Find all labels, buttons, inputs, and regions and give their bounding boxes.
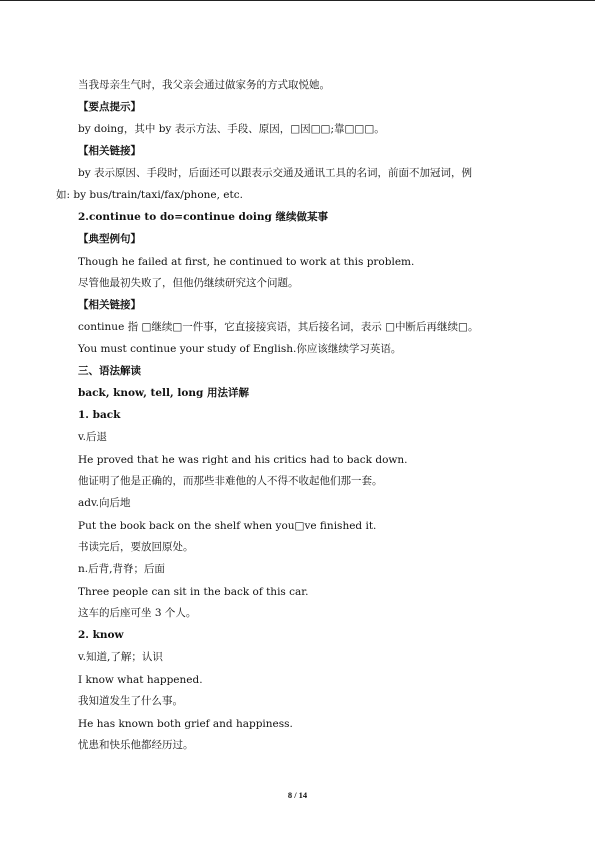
example-zh: 书读完后，要放回原处。 (78, 541, 194, 553)
example-en: Three people can sit in the back of this car. (78, 586, 309, 598)
example-en: He has known both grief and happiness. (78, 718, 293, 730)
text-line: 如: by bus/train/taxi/fax/phone, etc. (56, 189, 243, 201)
text-line: You must continue your study of English.你应该继续学习英语。 (78, 343, 402, 355)
section-label: 【相关链接】 (78, 145, 141, 157)
example-en: I know what happened. (78, 674, 203, 686)
text-line: by doing，其中 by 表示方法、手段、原因，□因□□;靠□□□。 (78, 123, 385, 135)
section-label: 【要点提示】 (78, 101, 141, 113)
example-zh: 他证明了他是正确的，而那些非难他的人不得不收起他们那一套。 (78, 475, 383, 487)
example-zh: 忧患和快乐他都经历过。 (78, 739, 194, 751)
example-en: He proved that he was right and his critics had to back down. (78, 454, 408, 466)
page-number: 8 / 14 (287, 790, 308, 800)
definition: v.后退 (78, 431, 108, 443)
example-zh: 我知道发生了什么事。 (78, 695, 183, 707)
example-zh: 尽管他最初失败了，但他仍继续研究这个问题。 (78, 277, 299, 289)
subheading: 1. back (78, 409, 121, 421)
example-en: Put the book back on the shelf when you□ve finished it. (78, 520, 377, 532)
example-zh: 这车的后座可坐 3 个人。 (78, 607, 197, 619)
heading: 2.continue to do=continue doing 继续做某事 (78, 211, 329, 223)
section-heading: 三、语法解读 (78, 365, 141, 377)
section-label: 【典型例句】 (78, 233, 141, 245)
top-border (0, 0, 595, 1)
definition: adv.向后地 (78, 497, 131, 509)
section-label: 【相关链接】 (78, 299, 141, 311)
heading: back, know, tell, long 用法详解 (78, 387, 249, 399)
definition: n.后背,背脊；后面 (78, 563, 165, 575)
text-line: continue 指 □继续□一件事，它直接接宾语，其后接名词，表示 □中断后再继续□。 (78, 321, 479, 333)
text-line: 当我母亲生气时，我父亲会通过做家务的方式取悦她。 (78, 79, 330, 91)
example-en: Though he failed at first, he continued to work at this problem. (78, 256, 415, 268)
definition: v.知道,了解；认识 (78, 651, 163, 663)
text-line: by 表示原因、手段时，后面还可以跟表示交通及通讯工具的名词，前面不加冠词，例 (78, 167, 472, 179)
subheading: 2. know (78, 629, 124, 641)
